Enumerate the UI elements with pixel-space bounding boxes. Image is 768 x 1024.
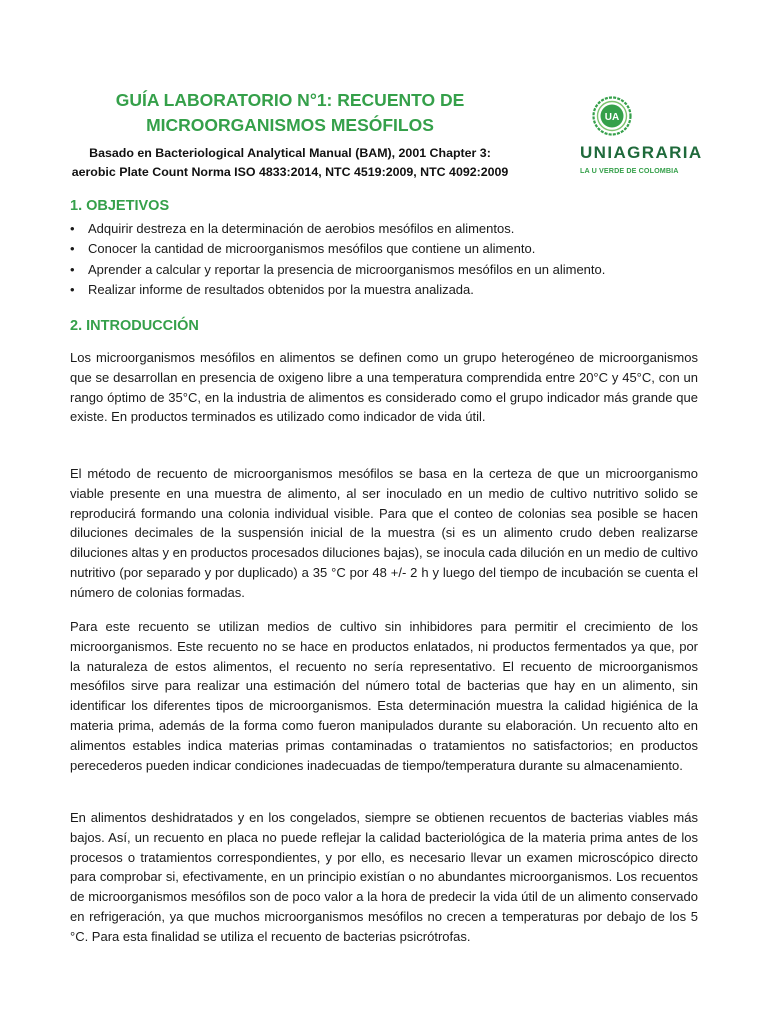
title-block: [70, 88, 510, 182]
logo-name: UNIAGRARIA: [580, 143, 703, 162]
introduction-heading: 2. INTRODUCCIÓN: [70, 318, 199, 334]
list-item: • Aprender a calcular y reportar la presencia de microorganismos mesófilos en un alimento.: [70, 260, 698, 280]
document-subtitle: Basado en Bacteriological Analytical Manual (BAM), 2001 Chapter 3: aerobic Plate Count Norma ISO 4833:2014, NTC 4519:2009, NTC 4092:2009: [71, 146, 509, 179]
logo-ring-icon: [592, 96, 632, 136]
introduction-paragraph: En alimentos deshidratados y en los congelados, siempre se obtienen recuentos de bacterias viables más bajos. Así, un recuento en placa no puede reflejar la calidad bacteriológica de la materia prima antes de los procesos o tratamientos correspondientes, y por ello, es necesario llevar un examen microscópico directo para comprobar si, efectivamente, en un principio existían o no abundantes microorganismos. Los recuentos de microorganismos mesófilos son de poco valor a la hora de predecir la vida útil de un alimento conservado en refrigeración, ya que muchos microorganismos mesófilos no crecen a temperaturas por debajo de los 5 °C. Para esta finalidad se utiliza el recuento de bacterias psicrótrofas.: [70, 810, 698, 944]
document-header: [70, 88, 703, 183]
objectives-list: [70, 219, 698, 300]
introduction-paragraph: Para este recuento se utilizan medios de cultivo sin inhibidores para permitir el crecimiento de los microorganismos. Este recuento no se hace en productos enlatados, ni productos fermentados ya que, por la naturaleza de estos alimentos, el recuento no sería representativo. El recuento de microorganismos mesófilos sirve para realizar una estimación del número total de bacterias que hay en un alimento, sin identificar los diferentes tipos de microorganismos. Esta determinación muestra la calidad higiénica de la materia prima, además de la forma como fueron manipulados durante su elaboración. Un recuento alto en alimentos estables indica materias primas contaminadas o tratamientos no satisfactorios; en productos perecederos pueden indicar condiciones inadecuadas de tiempo/temperatura durante su almacenamiento.: [70, 619, 698, 773]
introduction-paragraph: El método de recuento de microorganismos mesófilos se basa en la certeza de que un microorganismo viable presente en una muestra de alimento, al ser inoculado en un medio de cultivo nutritivo solido se reproducirá formando una colonia individual visible. Para que el conteo de colonias sea posible se hacen diluciones decimales de la suspensión inicial de la muestra (si es un alimento crudo deben realizarse diluciones altas y en productos procesados diluciones bajas), se inocula cada dilución en un medio de cultivo nutritivo (por separado y por duplicado) a 35 °C por 48 +/- 2 h y luego del tiempo de incubación se cuenta el número de colonias formadas.: [70, 466, 698, 600]
uniagraria-logo: [580, 96, 703, 176]
logo-tagline: LA U VERDE DE COLOMBIA: [580, 166, 679, 175]
list-item: • Adquirir destreza en la determinación de aerobios mesófilos en alimentos.: [70, 219, 698, 239]
list-item: • Realizar informe de resultados obtenidos por la muestra analizada.: [70, 280, 698, 300]
list-item: • Conocer la cantidad de microorganismos mesófilos que contiene un alimento.: [70, 239, 698, 259]
logo-badge: UA: [604, 112, 620, 123]
document-title: GUÍA LABORATORIO N°1: RECUENTO DE MICROORGANISMOS MESÓFILOS: [115, 90, 465, 135]
objectives-heading: 1. OBJETIVOS: [70, 198, 170, 214]
introduction-paragraph: Los microorganismos mesófilos en alimentos se definen como un grupo heterogéneo de microorganismos que se desarrollan en presencia de oxigeno libre a una temperatura comprendida entre 20°C y 45°C, con un rango óptimo de 35°C, en la industria de alimentos es considerado como el grupo indicador más grande que existe. En productos terminados es utilizado como indicador de vida útil.: [70, 350, 698, 425]
